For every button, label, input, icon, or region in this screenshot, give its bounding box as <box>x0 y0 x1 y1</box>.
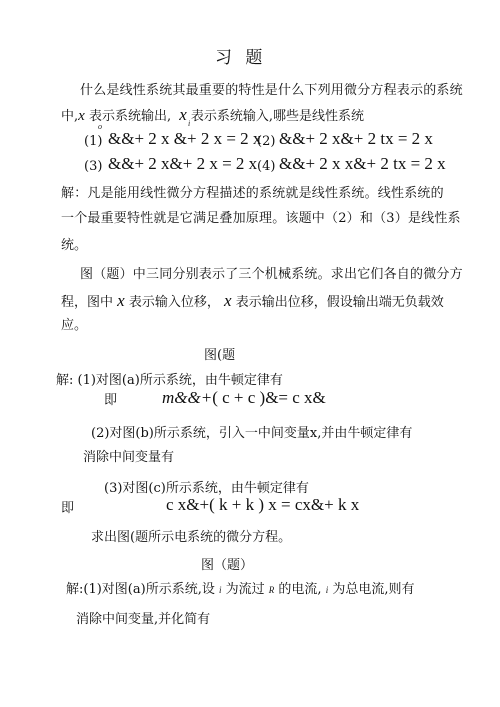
q2-line2-mid: 表示输入位移， <box>128 295 220 310</box>
var-x-input-2: x <box>117 291 125 310</box>
q2-line2-suffix: 表示输出位移，假设输出端无负载效 <box>235 295 444 310</box>
q1-line2-suffix: 表示系统输入,哪些是线性系统 <box>190 109 365 124</box>
answer1-line1: 解：凡是能用线性微分方程描述的系统就是线性系统。线性系统的 <box>61 186 444 201</box>
sol3-line1-d: 为总电流,则有 <box>332 582 415 597</box>
sol2-final: 求出图(题所示电系统的微分方程。 <box>91 530 292 545</box>
var-x-output: x <box>78 108 85 124</box>
item-2-equation: &&+ 2 x&+ 2 tx = 2 x <box>279 129 433 148</box>
var-x-output-2: x <box>224 291 232 310</box>
sol2-c-prefix: 即 <box>61 501 75 516</box>
answer1-line2: 一个最重要特性就是它满足叠加原理。该题中（2）和（3）是线性系 <box>61 211 461 226</box>
item-3-label: (3) <box>84 159 103 174</box>
sol3-line1-a: 解:(1)对图(a)所示系统,设 <box>66 582 215 597</box>
item-1-label: (1) <box>84 134 103 149</box>
sol2-a-prefix: 即 <box>104 393 118 408</box>
figure-caption-2: 图（题） <box>201 558 254 573</box>
figure-caption-1: 图(题 <box>204 348 236 363</box>
item-2-label: (2) <box>257 134 276 149</box>
sol2-c-equation: c x&+( k + k ) x = cx&+ k x <box>166 495 360 514</box>
sol3-line1: 解:(1)对图(a)所示系统,设 i 为流过 R 的电流, i 为总电流,则有 <box>66 582 415 597</box>
q2-line1: 图（题）中三同分别表示了三个机械系统。求出它们各自的微分方 <box>80 267 463 282</box>
sol3-line1-b: 为流过 <box>225 582 265 597</box>
sub-o: o <box>98 122 102 131</box>
q2-line2-prefix: 程，图中 <box>61 295 114 310</box>
sol2-b-line2: 消除中间变量有 <box>83 450 175 465</box>
q1-line1: 什么是线性系统其最重要的特性是什么下列用微分方程表示的系统 <box>80 83 463 98</box>
sol2-a-eq-left: m&&+ <box>162 388 213 407</box>
item-1-equation: &&+ 2 x &+ 2 x = 2 x <box>108 129 262 148</box>
q2-line3: 应。 <box>61 318 88 333</box>
q1-line2-mid: 表示系统输出, <box>88 109 172 124</box>
item-4-label: (4) <box>257 159 276 174</box>
item-3-equation: &&+ 2 x&+ 2 x = 2 x <box>108 154 258 173</box>
page-title: 习 题 <box>215 48 267 68</box>
answer1-line3: 统。 <box>61 238 88 253</box>
sol2-a-line: 解: (1)对图(a)所示系统，由牛顿定律有 <box>56 373 283 388</box>
sub-i: i <box>188 119 191 128</box>
sol3-line2: 消除中间变量,并化简有 <box>76 612 211 627</box>
q2-line2 <box>61 293 444 311</box>
sol2-a-equation <box>162 390 326 406</box>
sol2-b-line: (2)对图(b)所示系统，引入一中间变量x,并由牛顿定律有 <box>91 426 413 441</box>
sol3-line1-c: 的电流, <box>278 582 322 597</box>
item-4-equation: &&+ 2 x x&+ 2 tx = 2 x <box>279 154 446 173</box>
sol2-a-eq-right: ( c + c )&= c x& <box>212 388 326 407</box>
sol2-c-line: (3)对图(c)所示系统，由牛顿定律有 <box>104 481 309 496</box>
q1-line2 <box>61 107 364 125</box>
var-x-input: x <box>179 105 187 124</box>
q1-line2-prefix: 中, <box>61 109 79 124</box>
